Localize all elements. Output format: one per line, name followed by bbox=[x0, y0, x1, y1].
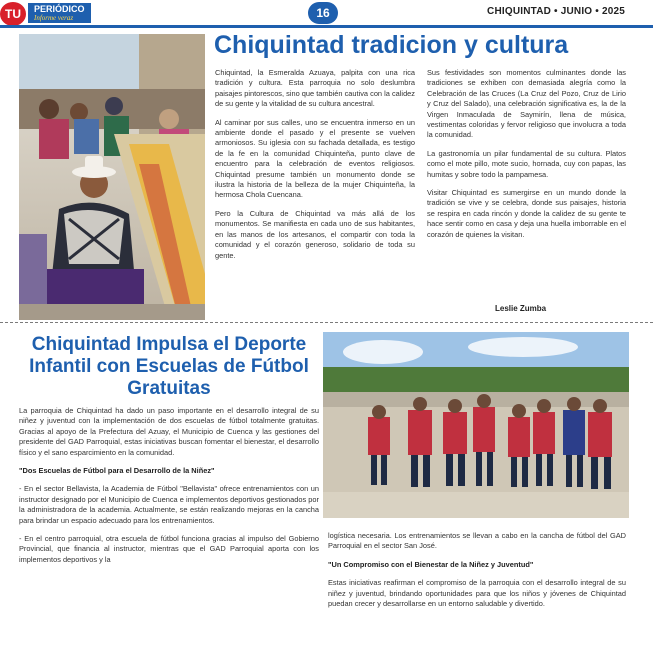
brand-title: PERIÓDICO bbox=[34, 4, 85, 14]
story2-subhead: "Dos Escuelas de Fútbol para el Desarrollo de la Niñez" bbox=[19, 466, 215, 476]
dateline: CHIQUINTAD • JUNIO • 2025 bbox=[487, 6, 625, 17]
story1-paragraph: Al caminar por sus calles, uno se encuentra inmerso en un ambiente donde el pasado y el presente se vuelven armoniosos. Su iglesia con su fachada detallada, es testigo de la fe en la comunidad Chiquinteña, punto clave de encuentro para la celebración de eventos religiosos. Chiquintad presume también un monumento donde se ilustra la historia de la belleza de la mujer Chiquinteña, la hermosa Chola Cuencana. bbox=[215, 117, 415, 200]
story1-column-1 bbox=[215, 68, 415, 269]
story1-paragraph: Chiquintad, la Esmeralda Azuaya, palpita con una rica tradición y cultura. Esta parroquia no solo deslumbra paisajes pintorescos, sino que también cautiva con la calidez de su gente y la vitalidad de su cultura ancestral. bbox=[215, 68, 415, 109]
newspaper-logo: TU bbox=[0, 2, 26, 26]
page-number: 16 bbox=[308, 2, 338, 24]
story2-paragraph: - En el sector Bellavista, la Academia de Fútbol "Bellavista" ofrece entrenamientos con un instructor designado por el Municipio de Cuenca e implementos deportivos gestionados por la administradora de la academia. Actualmente, se están realizando mejoras en la cancha para brindar un espacio adecuado para los entrenamientos. bbox=[19, 484, 319, 525]
story2-paragraph: logística necesaria. Los entrenamientos se llevan a cabo en la cancha de fútbol del GAD Parroquial en el sector San José. bbox=[328, 531, 626, 551]
story1-paragraph: Visitar Chiquintad es sumergirse en un mundo donde la tradición se vive y se celebra, donde sus paisajes, historia se respira en cada rincón y donde la calidez de su gente te hace sentir como en casa y deja una huella imborrable en el corazón de quienes la visitan. bbox=[427, 188, 626, 239]
brand-banner bbox=[28, 3, 91, 23]
story1-headline: Chiquintad tradicion y cultura bbox=[214, 31, 569, 59]
story1-paragraph: Sus festividades son momentos culminantes donde las tradiciones se exhiben con demasiada alegría como la Celebración de las Cruces (La Cruz del Pozo, Cruz de Lirio y Cruz del Salado), una celebración significativa es, la de la Virgen Inmaculada de Saymirín, llena de música, vestimentas coloridas y fervor religioso que involucra a toda la comunidad. bbox=[427, 68, 626, 140]
section-divider bbox=[0, 322, 653, 323]
photo-woman-flower-carpet-illustration bbox=[19, 34, 205, 320]
story1-paragraph: Pero la Cultura de Chiquintad va más allá de los monumentos. Se manifiesta en cada uno de sus habitantes, en las manos de los artesanos, el compartir con toda la comunidad y el corazón generoso, solidario de toda su gente. bbox=[215, 208, 415, 260]
photo-woman-flower-carpet bbox=[19, 34, 205, 320]
story2-paragraph: Estas iniciativas reafirman el compromiso de la parroquia con el desarrollo integral de su niñez y juventud, brindando oportunidades para que los niños y jóvenes de Chiquintad puedan crecer y desarrollarse en un entorno saludable y divertido. bbox=[328, 578, 626, 609]
story2-intro: La parroquia de Chiquintad ha dado un paso importante en el desarrollo integral de su niñez y juventud con la implementación de dos escuelas de fútbol totalmente gratuitas. Gracias al apoyo de la Prefectura del Azuay, el Municipio de Cuenca y las gestiones del presidente del GAD Parroquial, estas iniciativas buscan fomentar el bienestar, el desarrollo físico y el sano esparcimiento en la comunidad. bbox=[19, 406, 319, 457]
page-header bbox=[0, 0, 653, 26]
story2-headline: Chiquintad Impulsa el Deporte Infantil con Escuelas de Fútbol Gratuitas bbox=[29, 334, 309, 399]
header-rule bbox=[0, 25, 653, 28]
story2-column-1 bbox=[19, 406, 319, 573]
story2-column-2 bbox=[328, 531, 626, 617]
photo-youth-football-team-illustration bbox=[323, 332, 629, 518]
photo-youth-football-team bbox=[323, 332, 629, 518]
story1-paragraph: La gastronomía un pilar fundamental de su cultura. Platos como el mote pillo, mote sucio, hornada, cuy con papas, las humitas y sobre todo la pampamesa. bbox=[427, 148, 626, 179]
brand-tagline: Informe veraz bbox=[34, 14, 74, 22]
story2-paragraph: - En el centro parroquial, otra escuela de fútbol funciona gracias al impulso del Gobierno Provincial, que financia al instructor, mientras que el GAD Parroquial aporta con los implementos deportivos y la bbox=[19, 534, 319, 564]
story1-column-2 bbox=[427, 68, 626, 248]
story2-subhead: "Un Compromiso con el Bienestar de la Niñez y Juventud" bbox=[328, 559, 534, 569]
story1-author: Leslie Zumba bbox=[495, 304, 547, 313]
